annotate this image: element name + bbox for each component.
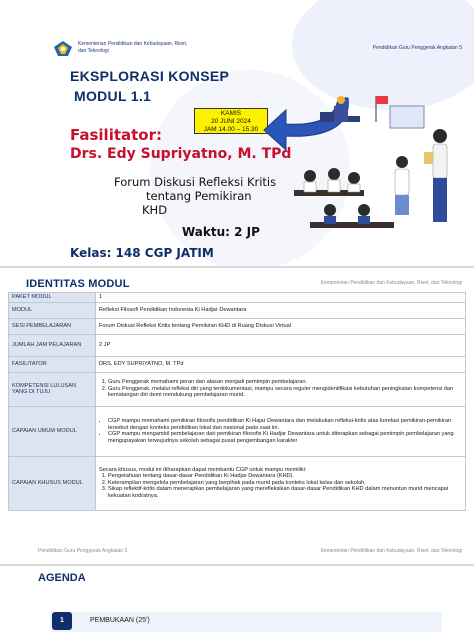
topic-line-1: Forum Diskusi Refleksi Kritis [114,175,277,189]
ministry-name: Kementerian Pendidikan dan Kebudayaan, Riset, dan Teknologi [320,280,462,286]
table-row [9,406,466,456]
list-item: • CGP mampu mengambil pembelajaran dari pemikiran filosofis Ki Hadjar Dewantara untuk diterapkan sebagai pemimpin pembelajaran yang mengupayakan terwujudnya sekolah sebagai pusat pengembangan karakter [108,431,462,444]
row-label: CAPAIAN KHUSUS MODUL [9,456,96,510]
list-item: 1. Pengetahuan tentang dasar-dasar Pendidikan Ki Hadjar Dewantara (KHD). [108,473,462,480]
list-item: 3. Sikap reflektif-kritis dalam menerapkan pembelajaran yang merefleksikan dasar-dasar Pendidikan KHD dalam menuntun murid mencapai kekuatan kodratnya. [108,486,462,499]
row-value: 1 [96,293,466,303]
list-item: 2. Keterampilan mengelola pembelajaran yang berpihak pada murid pada konteks lokal kelas dan sekolah. [108,480,462,487]
row-value: Refleksi Filosofi Pendidikan Indonesia Ki Hadjar Dewantara [96,302,466,318]
tut-wuri-logo-icon [52,40,74,58]
ministry-name: Kementerian Pendidikan dan Kebudayaan, Riset, dan Teknologi [78,41,188,54]
cover-slide [0,0,474,266]
module-identity-slide [0,268,474,564]
facilitator-label: Fasilitator: [70,126,163,144]
table-row [9,456,466,510]
schedule-date: 20 JUNI 2024 [211,118,251,125]
session-topic [114,175,276,217]
schedule-time: JAM 14.00 – 15.30 [203,126,259,133]
duration-text: Waktu: 2 JP [182,225,260,239]
row-label: JUMLAH JAM PELAJARAN [9,334,96,356]
footer-ministry: Kementerian Pendidikan dan Kebudayaan, Riset, dan Teknologi [320,548,462,554]
list-item: 1. Guru Penggerak memahami peran dan alasan menjadi pemimpin pembelajaran. [108,379,462,386]
row-label: SESI PEMBELAJARAN [9,318,96,334]
row-value [96,372,466,406]
row-value: Forum Diskusi Refleksi Kritis tentang Pemikiran KHD di Ruang Diskusi Virtual [96,318,466,334]
row-label: FASILITATOR [9,356,96,372]
table-row [9,302,466,318]
module-identity-table [8,292,466,511]
agenda-item-label: PEMBUKAAN (25') [90,617,150,624]
table-row [9,318,466,334]
row-value: 2 JP [96,334,466,356]
row-value [96,456,466,510]
topic-line-2: tentang Pemikiran [146,189,252,203]
table-row [9,293,466,303]
row-value [96,406,466,456]
classroom-illustration-icon [290,92,466,242]
row-label: KOMPETENSI LULUSAN YANG DI TUJU [9,372,96,406]
class-text: Kelas: 148 CGP JATIM [70,246,214,260]
row-label: CAPAIAN UMUM MODUL [9,406,96,456]
topic-line-3: KHD [142,203,168,217]
table-row [9,372,466,406]
table-row [9,334,466,356]
schedule-day: KAMIS [220,110,242,117]
footer-program: Pendidikan Guru Penggerak Angkatan 5 [38,548,128,554]
table-row [9,356,466,372]
agenda-slide [0,566,474,632]
list-intro: Secara khusus, modul ini diharapkan dapat membantu CGP untuk mampu memiliki: [99,466,307,473]
title-line-1: EKSPLORASI KONSEP [70,68,230,84]
row-value: DRS. EDY SUPRIYATNO, M. TPd [96,356,466,372]
list-item: • CGP mampu memahami pemikiran filosofis pendidikan Ki Hajar Dewantara dan melakukan refleksi-kritis atas korelasi pemikiran-pemikiran tersebut dengan konteks pendidikan lokal dan nasional pada saat ini. [108,418,462,431]
schedule-badge [194,108,268,134]
agenda-item-number: 1 [52,612,72,630]
facilitator-name: Drs. Edy Supriyatno, M. TPd [70,146,292,162]
row-label: MODUL [9,302,96,318]
slide-title: IDENTITAS MODUL [26,278,130,290]
agenda-title: AGENDA [38,572,86,584]
title-line-2: MODUL 1.1 [74,88,152,104]
program-name: Pendidikan Guru Penggerak Angkatan 5 [372,45,462,51]
row-label: PAKET MODUL [9,293,96,303]
list-item: 2. Guru Penggerak, melalui refleksi diri yang terdokumentasi, mampu secara reguler mengidentifikasi kebutuhan peningkatan kompetensi dan kematangan diri demi mendukung pembelajaran murid. [108,386,462,399]
